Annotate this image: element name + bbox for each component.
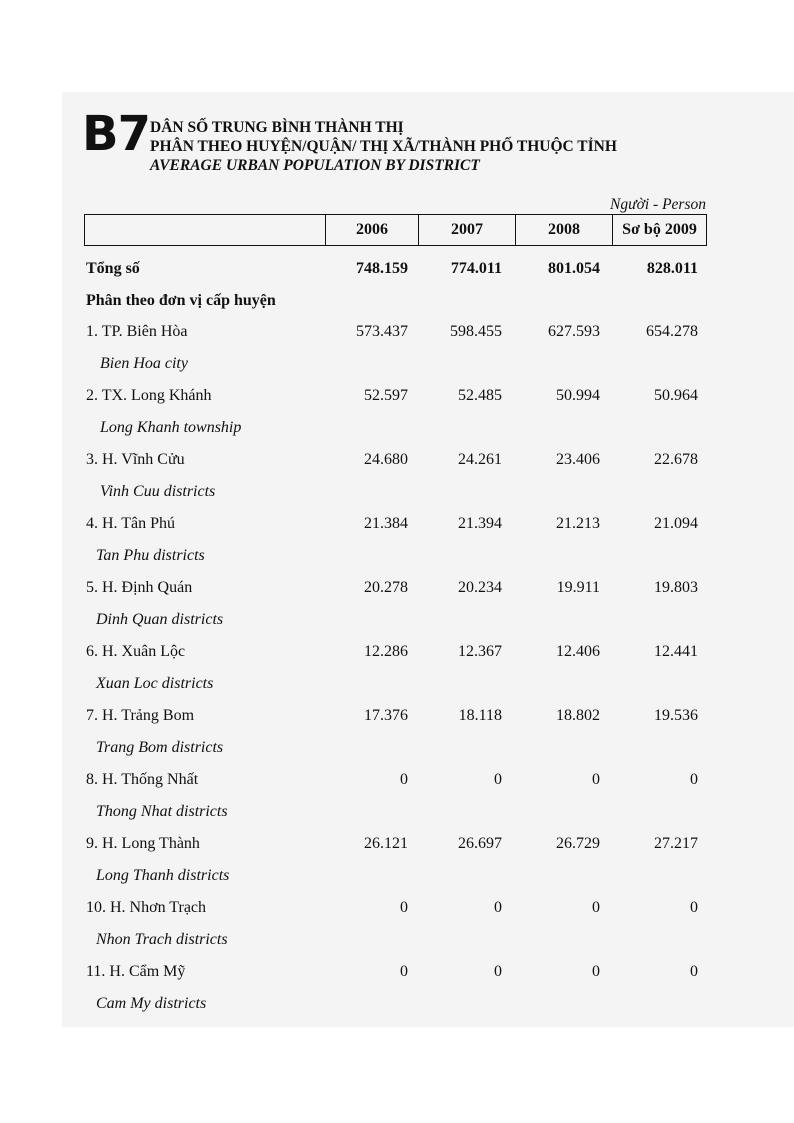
value-2006: 0	[400, 899, 408, 916]
value-2006: 573.437	[356, 323, 408, 340]
value-2008: 18.802	[556, 707, 600, 724]
district-name: 6. H. Xuân Lộc	[86, 643, 186, 660]
district-name-english: Vinh Cuu districts	[100, 483, 216, 500]
value-2009: 0	[690, 899, 698, 916]
table-row	[0, 579, 794, 603]
value-2007: 52.485	[458, 387, 502, 404]
table-row-english	[0, 867, 794, 891]
table-row	[0, 707, 794, 731]
value-2006: 52.597	[364, 387, 408, 404]
value-2007: 24.261	[458, 451, 502, 468]
district-name: 4. H. Tân Phú	[86, 515, 176, 532]
district-name: 7. H. Trảng Bom	[86, 707, 195, 724]
title-line-1: DÂN SỐ TRUNG BÌNH THÀNH THỊ	[150, 119, 404, 136]
table-row	[0, 387, 794, 411]
district-name-english: Long Khanh township	[100, 419, 242, 436]
district-name-english: Long Thanh districts	[96, 867, 230, 884]
value-2007: 0	[494, 963, 502, 980]
title-english: AVERAGE URBAN POPULATION BY DISTRICT	[150, 157, 480, 174]
value-2006: 26.121	[364, 835, 408, 852]
value-2008: 23.406	[556, 451, 600, 468]
value-2006: 0	[400, 771, 408, 788]
table-row	[0, 835, 794, 859]
district-name: 10. H. Nhơn Trạch	[86, 899, 207, 916]
section-row	[0, 292, 794, 316]
value-2006: 21.384	[364, 515, 408, 532]
total-row	[0, 260, 794, 284]
table-row	[0, 963, 794, 987]
district-name: 9. H. Long Thành	[86, 835, 200, 852]
value-2007: 0	[494, 771, 502, 788]
column-header-2006: 2006	[326, 215, 419, 246]
value-2008: 627.593	[548, 323, 600, 340]
table-row	[0, 515, 794, 539]
value-2009: 19.536	[654, 707, 698, 724]
table-row-english	[0, 611, 794, 635]
table-row-english	[0, 931, 794, 955]
district-name: 3. H. Vĩnh Cửu	[86, 451, 185, 468]
column-header-table	[84, 214, 707, 246]
value-2007: 598.455	[450, 323, 502, 340]
value-2008: 12.406	[556, 643, 600, 660]
section-label: Phân theo đơn vị cấp huyện	[86, 292, 276, 309]
total-2006: 748.159	[356, 260, 408, 277]
value-2009: 19.803	[654, 579, 698, 596]
table-row	[0, 899, 794, 923]
total-2009: 828.011	[646, 260, 698, 277]
value-2009: 27.217	[654, 835, 698, 852]
value-2008: 0	[592, 771, 600, 788]
table-code: B7	[82, 106, 150, 162]
value-2006: 12.286	[364, 643, 408, 660]
value-2007: 0	[494, 899, 502, 916]
table-row-english	[0, 419, 794, 443]
total-2008: 801.054	[548, 260, 600, 277]
value-2008: 50.994	[556, 387, 600, 404]
value-2006: 0	[400, 963, 408, 980]
table-row-english	[0, 483, 794, 507]
district-name: 1. TP. Biên Hòa	[86, 323, 188, 340]
column-header-blank	[85, 215, 326, 246]
value-2009: 0	[690, 771, 698, 788]
district-name-english: Xuan Loc districts	[96, 675, 214, 692]
district-name: 5. H. Định Quán	[86, 579, 193, 596]
value-2006: 17.376	[364, 707, 408, 724]
district-name-english: Thong Nhat districts	[96, 803, 228, 820]
total-label: Tổng số	[86, 260, 140, 277]
value-2006: 24.680	[364, 451, 408, 468]
district-name: 11. H. Cẩm Mỹ	[86, 963, 186, 980]
value-2007: 18.118	[458, 707, 502, 724]
table-title	[150, 118, 617, 175]
value-2008: 0	[592, 963, 600, 980]
value-2008: 21.213	[556, 515, 600, 532]
column-header-2007: 2007	[419, 215, 516, 246]
table-row	[0, 771, 794, 795]
value-2009: 12.441	[654, 643, 698, 660]
total-2007: 774.011	[450, 260, 502, 277]
district-name: 2. TX. Long Khánh	[86, 387, 212, 404]
value-2009: 50.964	[654, 387, 698, 404]
table-row-english	[0, 995, 794, 1019]
table-row	[0, 451, 794, 475]
value-2009: 654.278	[646, 323, 698, 340]
table-row-english	[0, 675, 794, 699]
table-row	[0, 643, 794, 667]
value-2008: 26.729	[556, 835, 600, 852]
district-name-english: Bien Hoa city	[100, 355, 188, 372]
table-row-english	[0, 739, 794, 763]
district-name-english: Tan Phu districts	[96, 547, 205, 564]
unit-label: Người - Person	[610, 196, 706, 213]
table-row-english	[0, 355, 794, 379]
column-header-2008: 2008	[516, 215, 613, 246]
value-2006: 20.278	[364, 579, 408, 596]
table-row	[0, 323, 794, 347]
district-name: 8. H. Thống Nhất	[86, 771, 199, 788]
value-2007: 21.394	[458, 515, 502, 532]
value-2009: 22.678	[654, 451, 698, 468]
table-row-english	[0, 803, 794, 827]
district-name-english: Nhon Trach districts	[96, 931, 228, 948]
district-name-english: Dinh Quan districts	[96, 611, 224, 628]
column-header-2009: Sơ bộ 2009	[613, 215, 707, 246]
value-2009: 0	[690, 963, 698, 980]
value-2007: 12.367	[458, 643, 502, 660]
value-2007: 26.697	[458, 835, 502, 852]
table-row-english	[0, 547, 794, 571]
value-2007: 20.234	[458, 579, 502, 596]
district-name-english: Trang Bom districts	[96, 739, 224, 756]
value-2009: 21.094	[654, 515, 698, 532]
title-line-2: PHÂN THEO HUYỆN/QUẬN/ THỊ XÃ/THÀNH PHỐ THUỘC TỈNH	[150, 138, 617, 155]
value-2008: 19.911	[556, 579, 600, 596]
value-2008: 0	[592, 899, 600, 916]
district-name-english: Cam My districts	[96, 995, 207, 1012]
